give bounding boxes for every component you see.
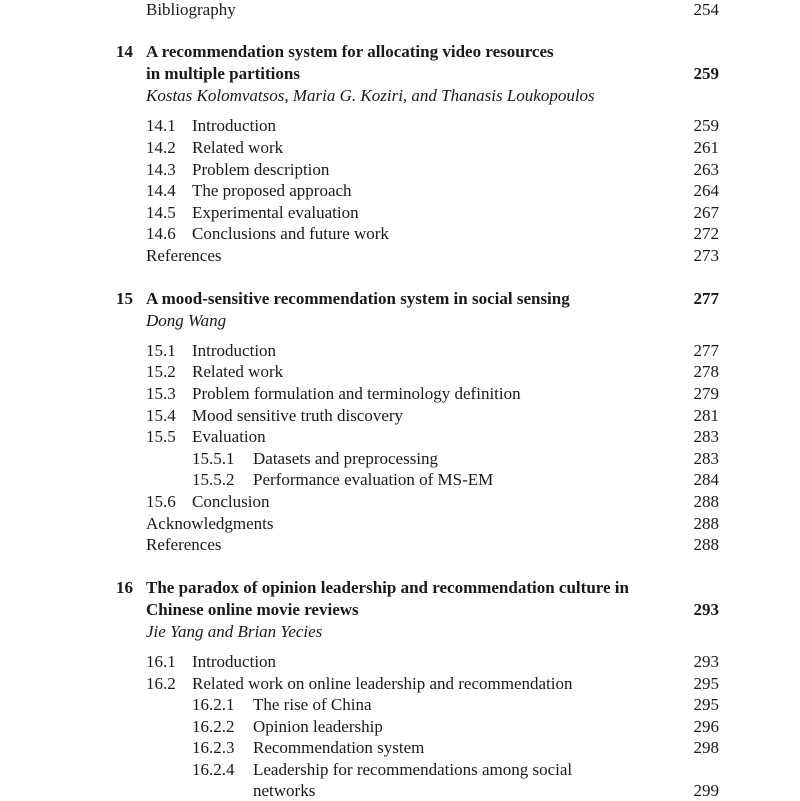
- section-page: 259: [693, 116, 719, 135]
- section-page: 261: [693, 138, 719, 157]
- chapter-page: 277: [693, 289, 719, 308]
- section-label[interactable]: Introduction: [192, 116, 277, 135]
- chapter-title[interactable]: A recommendation system for allocating video resources: [146, 42, 554, 61]
- chapter-authors: Jie Yang and Brian Yecies: [146, 622, 323, 641]
- section-page: 279: [693, 384, 719, 403]
- section-number: 14.5: [146, 203, 176, 222]
- subsection-label[interactable]: Datasets and preprocessing: [253, 449, 439, 468]
- subsection-page: 283: [693, 449, 719, 468]
- subsection-label-cont[interactable]: networks: [253, 781, 316, 800]
- subsection-page: 284: [693, 470, 719, 489]
- section-page: 264: [693, 181, 719, 200]
- section-page: 272: [693, 224, 719, 243]
- section-label[interactable]: Related work on online leadership and recommendation: [192, 674, 573, 693]
- section-label[interactable]: References: [146, 246, 222, 265]
- section-number: 15.6: [146, 492, 176, 511]
- subsection-number: 16.2.3: [192, 738, 235, 757]
- section-number: 15.4: [146, 406, 176, 425]
- section-number: 15.1: [146, 341, 176, 360]
- chapter-number: 15: [116, 289, 133, 308]
- section-number: 15.2: [146, 362, 176, 381]
- chapter-authors: Dong Wang: [146, 311, 227, 330]
- section-page: 288: [693, 514, 719, 533]
- section-page: 273: [693, 246, 719, 265]
- chapter-number: 16: [116, 578, 133, 597]
- toc-entry-page: 254: [693, 0, 719, 19]
- section-page: 283: [693, 427, 719, 446]
- section-label[interactable]: Related work: [192, 362, 284, 381]
- section-number: 16.2: [146, 674, 176, 693]
- subsection-label[interactable]: Recommendation system: [253, 738, 425, 757]
- chapter-page: 259: [693, 64, 719, 83]
- section-number: 14.3: [146, 160, 176, 179]
- section-page: 278: [693, 362, 719, 381]
- section-label[interactable]: Mood sensitive truth discovery: [192, 406, 404, 425]
- chapter-number: 14: [116, 42, 133, 61]
- toc-entry-label[interactable]: Bibliography: [146, 0, 236, 19]
- chapter-authors: Kostas Kolomvatsos, Maria G. Koziri, and Thanasis Loukopoulos: [146, 86, 595, 105]
- section-number: 15.3: [146, 384, 176, 403]
- section-page: 281: [693, 406, 719, 425]
- section-label[interactable]: Experimental evaluation: [192, 203, 359, 222]
- subsection-label[interactable]: Leadership for recommendations among social: [253, 760, 573, 779]
- subsection-page: 298: [693, 738, 719, 757]
- subsection-number: 15.5.1: [192, 449, 235, 468]
- section-number: 14.6: [146, 224, 176, 243]
- chapter-title-cont[interactable]: Chinese online movie reviews: [146, 600, 359, 619]
- subsection-label[interactable]: Performance evaluation of MS-EM: [253, 470, 494, 489]
- section-page: 295: [693, 674, 719, 693]
- section-label[interactable]: Conclusion: [192, 492, 270, 511]
- chapter-page: 293: [693, 600, 719, 619]
- chapter-title-cont[interactable]: in multiple partitions: [146, 64, 300, 83]
- section-number: 14.4: [146, 181, 176, 200]
- subsection-page: 295: [693, 695, 719, 714]
- section-label[interactable]: Introduction: [192, 341, 277, 360]
- subsection-page: 296: [693, 717, 719, 736]
- section-number: 14.1: [146, 116, 176, 135]
- section-label[interactable]: The proposed approach: [192, 181, 352, 200]
- section-label[interactable]: Problem description: [192, 160, 330, 179]
- section-page: 277: [693, 341, 719, 360]
- section-label[interactable]: Problem formulation and terminology definition: [192, 384, 521, 403]
- section-label[interactable]: Acknowledgments: [146, 514, 274, 533]
- chapter-title[interactable]: The paradox of opinion leadership and recommendation culture in: [146, 578, 629, 597]
- subsection-number: 16.2.4: [192, 760, 235, 779]
- section-page: 288: [693, 535, 719, 554]
- section-number: 16.1: [146, 652, 176, 671]
- subsection-number: 15.5.2: [192, 470, 235, 489]
- subsection-page: 299: [693, 781, 719, 800]
- section-page: 288: [693, 492, 719, 511]
- section-label[interactable]: Conclusions and future work: [192, 224, 389, 243]
- subsection-number: 16.2.2: [192, 717, 235, 736]
- section-label[interactable]: References: [146, 535, 222, 554]
- subsection-label[interactable]: Opinion leadership: [253, 717, 383, 736]
- chapter-title[interactable]: A mood-sensitive recommendation system in social sensing: [146, 289, 570, 308]
- section-number: 14.2: [146, 138, 176, 157]
- section-label[interactable]: Introduction: [192, 652, 277, 671]
- section-label[interactable]: Related work: [192, 138, 284, 157]
- subsection-number: 16.2.1: [192, 695, 235, 714]
- subsection-label[interactable]: The rise of China: [253, 695, 372, 714]
- section-label[interactable]: Evaluation: [192, 427, 266, 446]
- section-page: 267: [693, 203, 719, 222]
- section-number: 15.5: [146, 427, 176, 446]
- section-page: 263: [693, 160, 719, 179]
- section-page: 293: [693, 652, 719, 671]
